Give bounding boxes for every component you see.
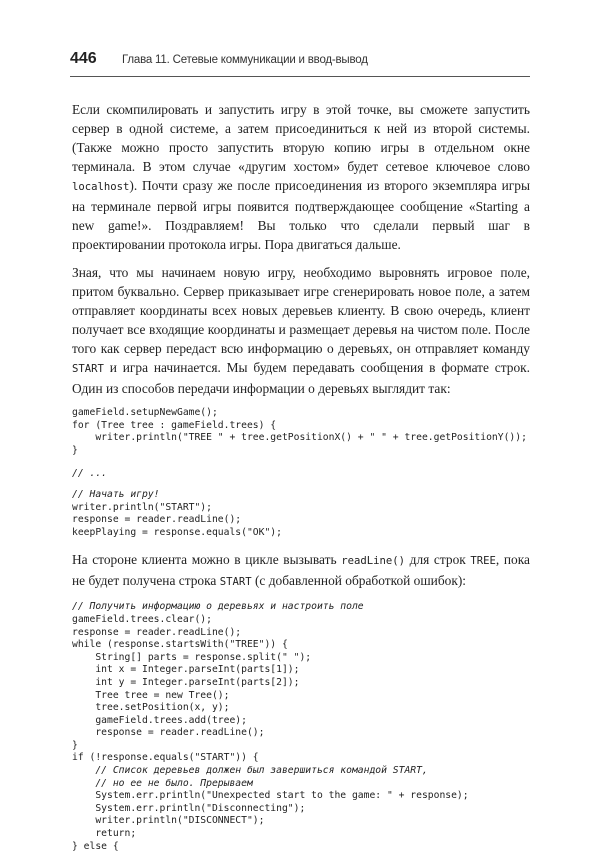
code-line: } else { (72, 840, 119, 852)
code-blank-line (72, 481, 530, 489)
paragraph-client: На стороне клиента можно в цикле вызывать readLine() для строк TREE, пока не будет получена строка START (с добавленной обработкой ошибок): (72, 552, 530, 589)
code-line: gameField.trees.add(tree); (72, 714, 247, 726)
page-number: 446 (70, 50, 97, 67)
code-line: writer.println("TREE " + tree.getPositionX() + " " + tree.getPositionY()); (72, 432, 527, 444)
code-line: response = reader.readLine(); (72, 626, 242, 638)
code-line: Tree tree = new Tree(); (72, 689, 230, 701)
code-line: } (72, 444, 78, 456)
code-line: int x = Integer.parseInt(parts[1]); (72, 664, 300, 676)
page-body (72, 100, 530, 864)
code-line: keepPlaying = response.equals("OK"); (72, 526, 282, 538)
code-block-send-trees (72, 407, 530, 457)
code-line: response = reader.readLine(); (72, 727, 265, 739)
code-line: for (Tree tree : gameField.trees) { (72, 419, 277, 431)
code-line: // Начать игру! (72, 488, 160, 500)
chapter-title: Глава 11. Сетевые коммуникации и ввод-вывод (122, 54, 368, 66)
code-line: // ... (72, 468, 107, 480)
inline-code-tree: TREE (470, 555, 496, 568)
code-line: System.err.println("Disconnecting"); (72, 802, 306, 814)
inline-code-start-2: START (219, 576, 252, 589)
code-line: tree.setPosition(x, y); (72, 702, 230, 714)
code-block-receive-trees (72, 601, 530, 853)
page-header (70, 46, 530, 77)
code-line: // Список деревьев должен был завершиться командой START, (72, 765, 428, 777)
code-line: return; (72, 828, 137, 840)
paragraph-intro: Если скомпилировать и запустить игру в этой точке, вы сможете запустить сервер в одной системе, а затем присоединиться к ней из второй системы. (Также можно просто запустить вторую копию игры в отдельном окне терминала. В этом случае «другим хостом» будет сетевое ключевое слово localhost). Почти сразу же после присоединения из второго экземпляра игры на терминале первой игры появится подтверждающее сообщение «Starting a new game!». Поздравляем! Вы только что сделали первый шаг в проектировании протокола игры. Пора двигаться дальше. (72, 102, 530, 252)
code-line: } (72, 739, 78, 751)
inline-code-readline: readLine() (341, 555, 406, 568)
inline-code-start: START (72, 363, 104, 375)
code-line: // но ее не было. Прерываем (72, 777, 253, 789)
code-block-start-game (72, 468, 530, 539)
code-line: gameField.trees.clear(); (72, 613, 212, 625)
paragraph-protocol: Зная, что мы начинаем новую игру, необходимо выровнять игровое поле, притом буквально. Сервер приказывает игре сгенерировать новое поле, а затем отправляет координаты всех новых деревьев клиенту. В свою очередь, клиент получает все входящие координаты и размещает деревья на чистом поле. После того как сервер передаст всю информацию о деревьях, он отправляет команду START и игра начинается. Мы будем передавать сообщения в формате строк. Один из способов передачи информации о деревьях выглядит так: (72, 265, 530, 396)
code-line: System.err.println("Unexpected start to the game: " + response); (72, 790, 469, 802)
code-line: gameField.setupNewGame(); (72, 407, 218, 418)
code-line: String[] parts = response.split(" "); (72, 651, 312, 663)
code-line: writer.println("DISCONNECT"); (72, 815, 265, 827)
code-line: int y = Integer.parseInt(parts[2]); (72, 676, 300, 688)
code-line: // Получить информацию о деревьях и настроить поле (72, 601, 364, 613)
code-line: writer.println("START"); (72, 501, 212, 513)
code-line: while (response.startsWith("TREE")) { (72, 639, 288, 651)
code-line: response = reader.readLine(); (72, 514, 242, 526)
code-line: if (!response.equals("START")) { (72, 752, 259, 764)
inline-code-localhost: localhost (72, 181, 130, 193)
